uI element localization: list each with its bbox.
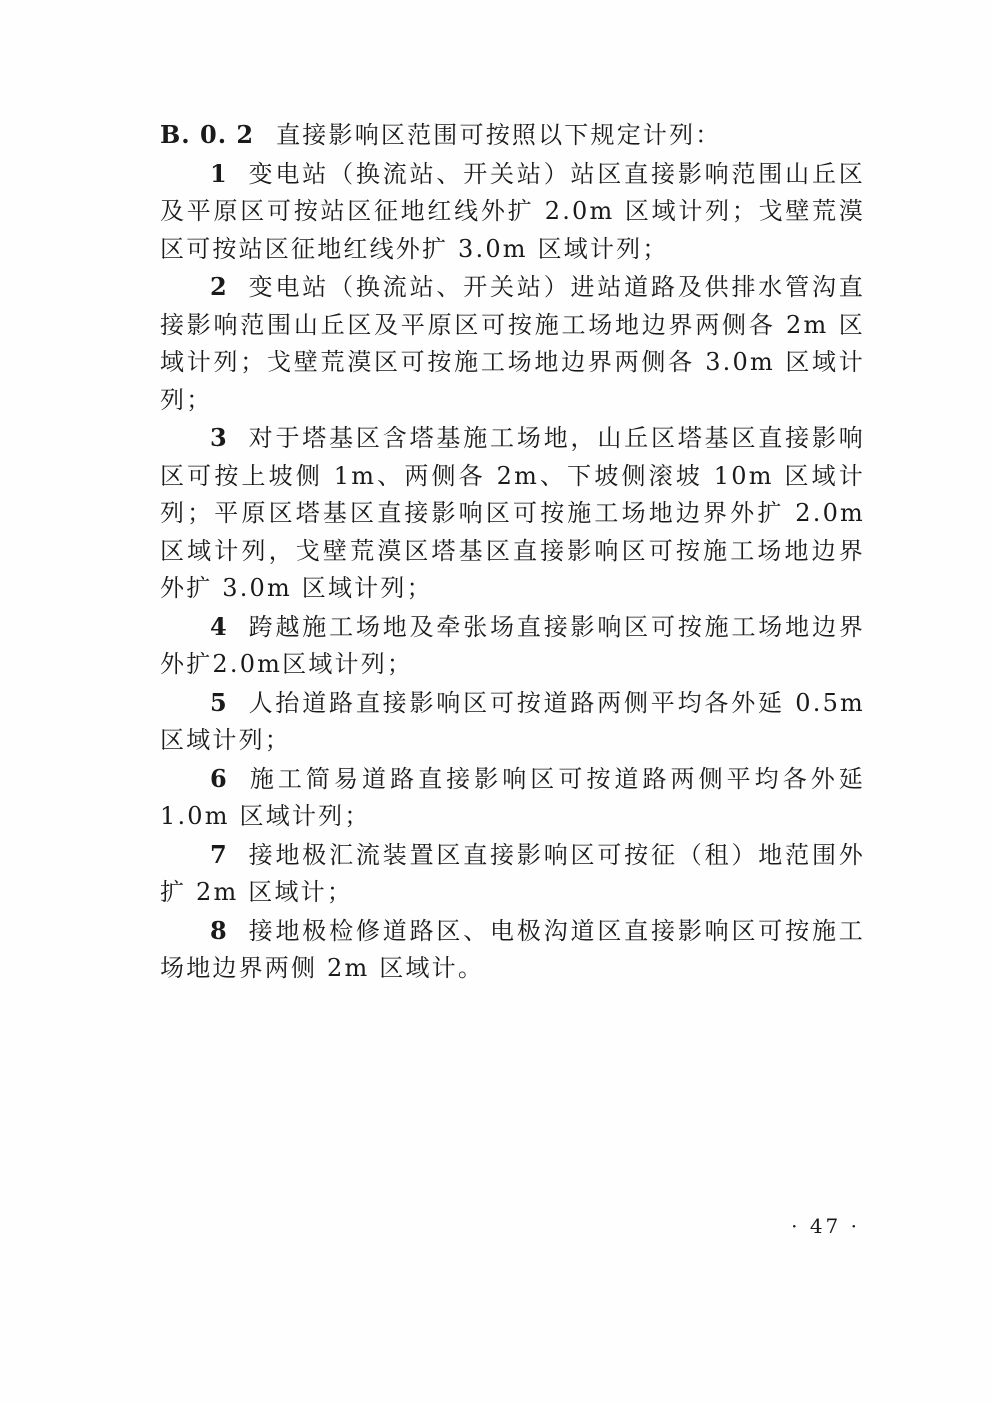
list-item — [160, 684, 865, 760]
item-number: 3 — [210, 423, 229, 452]
page-number: · 47 · — [791, 1214, 860, 1238]
list-item — [160, 608, 865, 684]
list-item — [160, 760, 865, 836]
item-text: 接地极检修道路区、电极沟道区直接影响区可按施工场地边界两侧 2m 区域计。 — [160, 916, 865, 982]
item-text: 跨越施工场地及牵张场直接影响区可按施工场地边界外扩2.0m区域计列； — [160, 612, 865, 678]
section-title: 直接影响区范围可按照以下规定计列： — [276, 121, 722, 149]
list-item — [160, 155, 865, 269]
section-body — [160, 116, 865, 988]
item-number: 6 — [210, 763, 229, 793]
item-text: 施工简易道路直接影响区可按道路两侧平均各外延 1.0m 区域计列； — [160, 764, 865, 830]
list-item — [160, 419, 865, 608]
item-number: 5 — [210, 687, 229, 717]
item-number: 8 — [210, 915, 229, 945]
item-number: 2 — [210, 272, 229, 301]
list-item — [160, 912, 865, 988]
item-number: 7 — [210, 839, 229, 869]
item-text: 变电站（换流站、开关站）站区直接影响范围山丘区及平原区可按站区征地红线外扩 2.0m 区域计列；戈壁荒漠区可按站区征地红线外扩 3.0m 区域计列； — [160, 159, 865, 263]
section-heading — [160, 116, 865, 155]
item-text: 接地极汇流装置区直接影响区可按征（租）地范围外扩 2m 区域计； — [160, 840, 865, 906]
item-text: 对于塔基区含塔基施工场地，山丘区塔基区直接影响区可按上坡侧 1m、两侧各 2m、下坡侧滚坡 10m 区域计列；平原区塔基区直接影响区可按施工场地边界外扩 2.0m 区域计列，戈壁荒漠区塔基区直接影响区可按施工场地边界外扩 3.0m 区域计列； — [160, 424, 865, 602]
item-number: 4 — [210, 611, 229, 641]
item-text: 变电站（换流站、开关站）进站道路及供排水管沟直接影响范围山丘区及平原区可按施工场地边界两侧各 2m 区域计列；戈壁荒漠区可按施工场地边界两侧各 3.0m 区域计列； — [160, 273, 865, 414]
list-item — [160, 268, 865, 419]
list-item — [160, 836, 865, 912]
item-number: 1 — [210, 158, 229, 188]
item-text: 人抬道路直接影响区可按道路两侧平均各外延 0.5m 区域计列； — [160, 688, 865, 754]
section-number: B. 0. 2 — [160, 120, 255, 149]
